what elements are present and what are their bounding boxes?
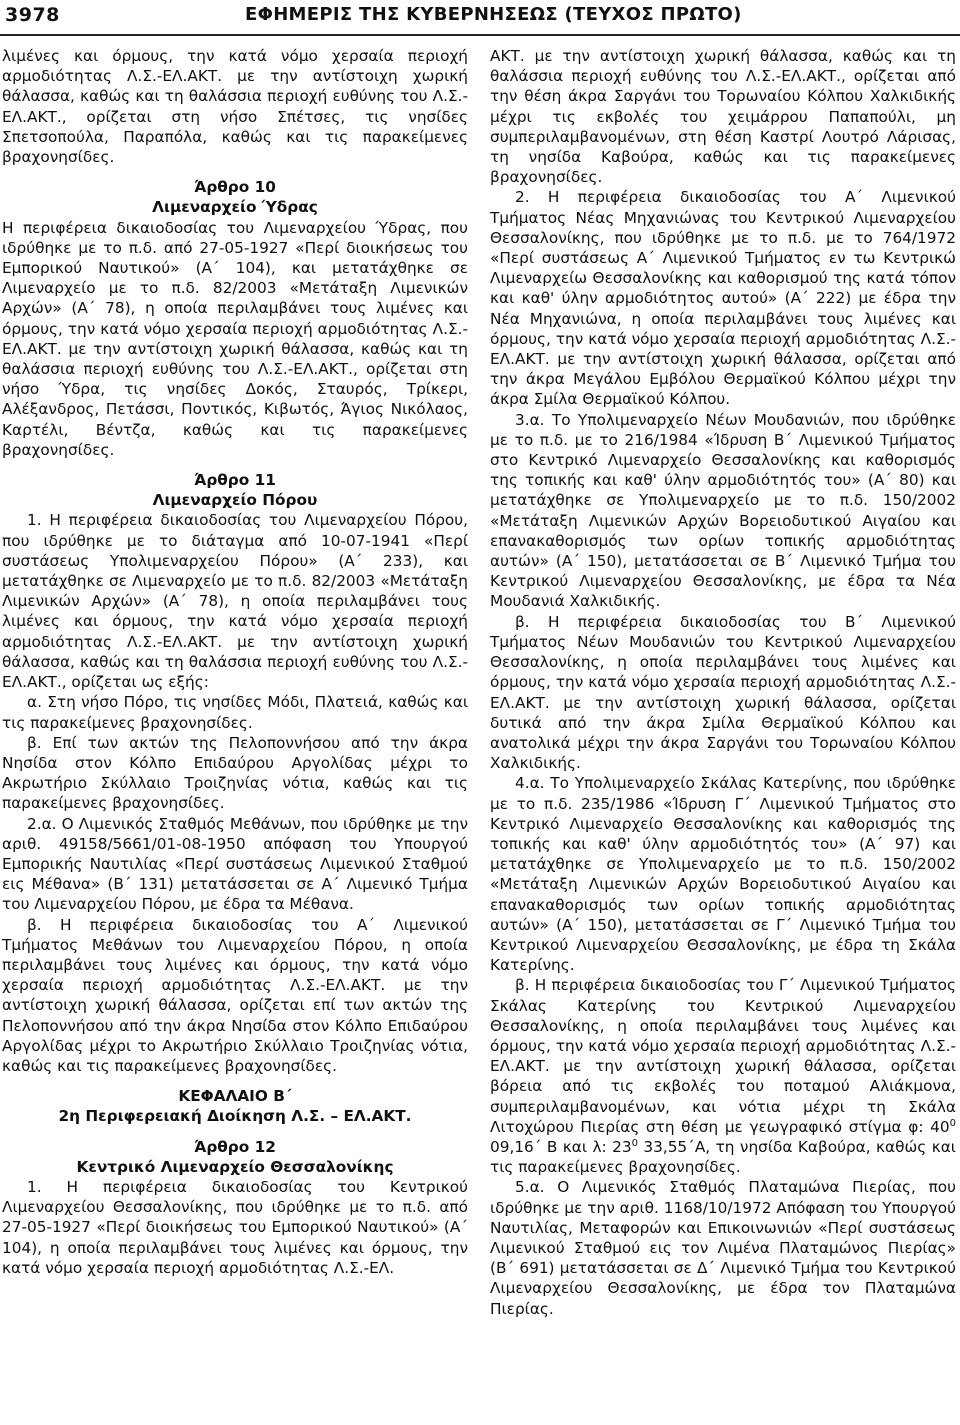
degree-superscript-1: 0 — [949, 1117, 956, 1129]
article-12-continuation: ΑΚΤ. με την αντίστοιχη χωρική θάλασσα, καθώς και τη θαλάσσια περιοχή ευθύνης του Λ.Σ.-ΕΛ.ΑΚΤ., ορίζεται από την θέση άκρα Σαργάνι του Τορωναίου Κόλπου Χαλκιδικής μέχρι τις εκβολές του χειμάρρου Παπαπούλι, μη συμπεριλαμβανομένων, στη θέση Καστρί Λουτρό Λάρισας, τη νησίδα Καβούρα, καθώς και τις παρακείμενες βραχονησίδες. — [490, 47, 956, 187]
intro-paragraph: λιμένες και όρμους, την κατά νόμο χερσαία περιοχή αρμοδιότητας Λ.Σ.-ΕΛ.ΑΚΤ. με την αντίστοιχη χωρική θάλασσα, καθώς και τη θαλάσσια περιοχή ευθύνης του Λ.Σ.-ΕΛ.ΑΚΤ., ορίζεται στη νήσο Σπέτσες, τις νησίδες Σπετσοπούλα, Παραπόλα, καθώς και τις παρακείμενες βραχονησίδες. — [2, 47, 468, 167]
article-12-paragraph-4b — [490, 975, 956, 1177]
article-12-paragraph-3a: 3.α. Το Υπολιμεναρχείο Νέων Μουδανιών, που ιδρύθηκε με το π.δ. με το 216/1984 «Ίδρυση Β΄ Λιμενικού Τμήματος στο Κεντρικό Λιμεναρχείο Θεσσαλονίκης και καθορισμός της τοπικής και καθ' ύλην αρμοδιότητός του» (Α΄ 80) και μετατάχθηκε σε Υπολιμεναρχείο με το π.δ. 150/2002 «Μετάταξη Λιμενικών Αρχών Βορειοδυτικού Αιγαίου και επανακαθορισμός των ορίων τοπικής αρμοδιότητας αυτών» (Α΄ 150), μετατάσσεται σε Β΄ Λιμενικό Τμήμα του Κεντρικού Λιμεναρχείου Θεσσαλονίκης, με έδρα τα Νέα Μουδανιά Χαλκιδικής. — [490, 410, 956, 611]
article-11-item-2a: 2.α. Ο Λιμενικός Σταθμός Μεθάνων, που ιδρύθηκε με την αριθ. 49158/5661/01-08-1950 απόφαση του Υπουργού Εμπορικής Ναυτιλίας «Περί συστάσεως Λιμενικού Σταθμού εις Μέθανα» (Β΄ 131) μετατάσσεται σε Α΄ Λιμενικό Τμήμα του Λιμεναρχείου Πόρου, με έδρα τα Μέθανα. — [2, 814, 468, 914]
article-12-title: Κεντρικό Λιμεναρχείο Θεσσαλονίκης — [76, 1157, 394, 1176]
paragraph-4b-text: β. Η περιφέρεια δικαιοδοσίας του Γ΄ Λιμενικού Τμήματος Σκάλας Κατερίνης του Κεντρικού Λιμεναρχείου Θεσσαλονίκης, η οποία περιλαμβάνει τους λιμένες και όρμους, την κατά νόμο χερσαία περιοχή αρμοδιότητας Λ.Σ.-ΕΛ.ΑΚΤ. με την αντίστοιχη χωρική θάλασσα, ορίζεται βόρεια από τις εκβολές του ποταμού Αλιάκμονα, συμπεριλαμβανομένων, και νότια μέχρι τη Σκάλα Λιτοχώρου Πιερίας στη θέση με γεωγραφικό στίγμα φ: 40 — [490, 976, 956, 1136]
article-11-item-a: α. Στη νήσο Πόρο, τις νησίδες Μόδι, Πλατειά, καθώς και τις παρακείμενες βραχονησίδες. — [2, 693, 468, 732]
article-12-paragraph-4a: 4.α. Το Υπολιμεναρχείο Σκάλας Κατερίνης, που ιδρύθηκε με το π.δ. 235/1986 «Ίδρυση Γ΄ Λιμενικού Τμήματος στο Κεντρικό Λιμεναρχείο Θεσσαλονίκης και καθορισμός της τοπικής και καθ' ύλην αρμοδιότητός του» (Α΄ 97) και μετατάχθηκε σε Υπολιμεναρχείο με το π.δ. 150/2002 «Μετάταξη Λιμενικών Αρχών Βορειοδυτικού Αιγαίου και επανακαθορισμός των ορίων τοπικής αρμοδιότητας αυτών» (Α΄ 150), μετατάσσεται σε Γ΄ Λιμενικό Τμήμα του Κεντρικού Λιμεναρχείου Θεσσαλονίκης, με έδρα τη Σκάλα Κατερίνης. — [490, 774, 956, 975]
article-12-number: Άρθρο 12 — [194, 1137, 276, 1156]
article-11-item-2b: β. Η περιφέρεια δικαιοδοσίας του Α΄ Λιμενικού Τμήματος Μεθάνων του Λιμεναρχείου Πόρου, η οποία περιλαμβάνει τους λιμένες και όρμους, την κατά νόμο χερσαία περιοχή αρμοδιότητας Λ.Σ.-ΕΛ.ΑΚΤ. με την αντίστοιχη χωρική θάλασσα, ορίζεται επί των ακτών της Πελοποννήσου από την άκρα Νησίδα στον Κόλπο Επιδαύρου Αργολίδας μέχρι το Ακρωτήριο Σκύλλαιο Τροιζηνίας νότια, καθώς και τις παρακείμενες βραχονησίδες. — [2, 915, 468, 1075]
article-10-paragraph: Η περιφέρεια δικαιοδοσίας του Λιμεναρχείου Ύδρας, που ιδρύθηκε με το π.δ. από 27-05-1927 «Περί διοικήσεως του Εμπορικού Ναυτικού» (Α΄ 104), και μετατάχθηκε σε Λιμεναρχείο με το π.δ. 82/2003 «Μετάταξη Λιμενικών Αρχών» (Α΄ 78), η οποία περιλαμβάνει τους λιμένες και όρμους, την κατά νόμο χερσαία περιοχή αρμοδιότητας Λ.Σ.-ΕΛ.ΑΚΤ. με την αντίστοιχη χωρική θάλασσα, καθώς και τη θαλάσσια περιοχή ευθύνης του Λ.Σ.-ΕΛ.ΑΚΤ., ορίζεται στη νήσο Ύδρα, τις νησίδες Δοκός, Σταυρός, Τρίκερι, Αλέξανδρος, Πετάσσι, Ποντικός, Κιβωτός, Άγιος Νικόλαος, Καρτέλι, Βέντζα, καθώς και τις παρακείμενες βραχονησίδες. — [2, 218, 468, 459]
article-12-paragraph-2: 2. Η περιφέρεια δικαιοδοσίας του Α΄ Λιμενικού Τμήματος Νέας Μηχανιώνας του Κεντρικού Λιμεναρχείου Θεσσαλονίκης, που ιδρύθηκε με το π.δ. με το 764/1972 «Περί συστάσεως Α΄ Λιμενικού Τμήματος εν τω Κεντρικώ Λιμεναρχείω Θεσσαλονίκης και καθορισμού της κατά τόπον και καθ' ύλην αρμοδιότητος αυτού» (Α΄ 222) με έδρα την Νέα Μηχανιώνα, η οποία περιλαμβάνει τους λιμένες και όρμους, την κατά νόμο χερσαία περιοχή αρμοδιότητας Λ.Σ.-ΕΛ.ΑΚΤ. με την αντίστοιχη χωρική θάλασσα, ορίζεται από την άκρα Μεγάλου Εμβόλου Θερμαϊκού Κόλπου μέχρι την άκρα Σμίλα Θερμαϊκού Κόλπου. — [490, 188, 956, 409]
article-11-item-b: β. Επί των ακτών της Πελοποννήσου από την άκρα Νησίδα στον Κόλπο Επιδαύρου Αργολίδας μέχρι το Ακρωτήριο Σκύλλαιο Τροιζηνίας νότια, καθώς και τις παρακείμενες βραχονησίδες. — [2, 733, 468, 813]
article-11-paragraph-1: 1. Η περιφέρεια δικαιοδοσίας του Λιμεναρχείου Πόρου, που ιδρύθηκε με το διάταγμα από 10-07-1941 «Περί συστάσεως Υπολιμεναρχείου Πόρου» (Α΄ 233), και μετατάχθηκε σε Λιμεναρχείο με το π.δ. 82/2003 «Μετάταξη Λιμενικών Αρχών» (Α΄ 78), η οποία περιλαμβάνει τους λιμένες και όρμους, την κατά νόμο χερσαία περιοχή αρμοδιότητας Λ.Σ.-ΕΛ.ΑΚΤ. με την αντίστοιχη χωρική θάλασσα, καθώς και τη θαλάσσια περιοχή ευθύνης του Λ.Σ.-ΕΛ.ΑΚΤ., ορίζεται ως εξής: — [2, 511, 468, 692]
header-rule — [0, 34, 960, 36]
paragraph-4b-end: 33,55΄Α, τη νησίδα Καβούρα, καθώς και τις παρακείμενες βραχονησίδες. — [490, 1137, 956, 1177]
article-12-paragraph-3b: β. Η περιφέρεια δικαιοδοσίας του Β΄ Λιμενικού Τμήματος Νέων Μουδανιών του Κεντρικού Λιμεναρχείου Θεσσαλονίκης, η οποία περιλαμβάνει τους λιμένες και όρμους, την κατά νόμο χερσαία περιοχή αρμοδιότητας Λ.Σ.-ΕΛ.ΑΚΤ. με την αντίστοιχη χωρική θάλασσα, ορίζεται δυτικά από την άκρα Σμίλα Θερμαϊκού Κόλπου και ανατολικά μέχρι την άκρα Σαργάνι του Τορωναίου Κόλπου Χαλκιδικής. — [490, 612, 956, 773]
article-11-number: Άρθρο 11 — [194, 471, 276, 490]
article-10-title: Λιμεναρχείο Ύδρας — [152, 198, 318, 217]
page-number: 3978 — [5, 4, 60, 26]
page-header — [0, 0, 960, 34]
left-column — [2, 46, 468, 1278]
chapter-title: 2η Περιφερειακή Διοίκηση Λ.Σ. – ΕΛ.ΑΚΤ. — [58, 1107, 412, 1126]
article-12-paragraph-1: 1. Η περιφέρεια δικαιοδοσίας του Κεντρικού Λιμεναρχείου Θεσσαλονίκης, που ιδρύθηκε με το π.δ. από 27-05-1927 «Περί διοικήσεως του Εμπορικού Ναυτικού» (Α΄ 104), η οποία περιλαμβάνει τους λιμένες και όρμους, την κατά νόμο χερσαία περιοχή αρμοδιότητας Λ.Σ.-ΕΛ. — [2, 1177, 468, 1277]
gazette-title: ΕΦΗΜΕΡΙΣ ΤΗΣ ΚΥΒΕΡΝΗΣΕΩΣ (ΤΕΥΧΟΣ ΠΡΩΤΟ) — [245, 4, 742, 25]
article-12-paragraph-5a: 5.α. Ο Λιμενικός Σταθμός Πλαταμώνα Πιερίας, που ιδρύθηκε με την αριθ. 1168/10/1972 Απόφαση του Υπουργού Ναυτιλίας, Μεταφορών και Επικοινωνιών «Περί συστάσεως Λιμενικού Σταθμού εις τον Λιμένα Πλαταμώνος Πιερίας» (Β΄ 691) μετατάσσεται σε Δ΄ Λιμενικό Τμήμα του Κεντρικού Λιμεναρχείου Θεσσαλονίκης, με έδρα τον Πλαταμώνα Πιερίας. — [490, 1178, 956, 1318]
paragraph-4b-middle: 09,16΄ Β και λ: 23 — [490, 1137, 632, 1156]
article-11-title: Λιμεναρχείο Πόρου — [152, 491, 318, 510]
article-10-number: Άρθρο 10 — [194, 178, 276, 197]
degree-superscript-2: 0 — [631, 1137, 638, 1149]
right-column — [490, 46, 956, 1319]
chapter-number: ΚΕΦΑΛΑΙΟ Β΄ — [178, 1087, 292, 1106]
